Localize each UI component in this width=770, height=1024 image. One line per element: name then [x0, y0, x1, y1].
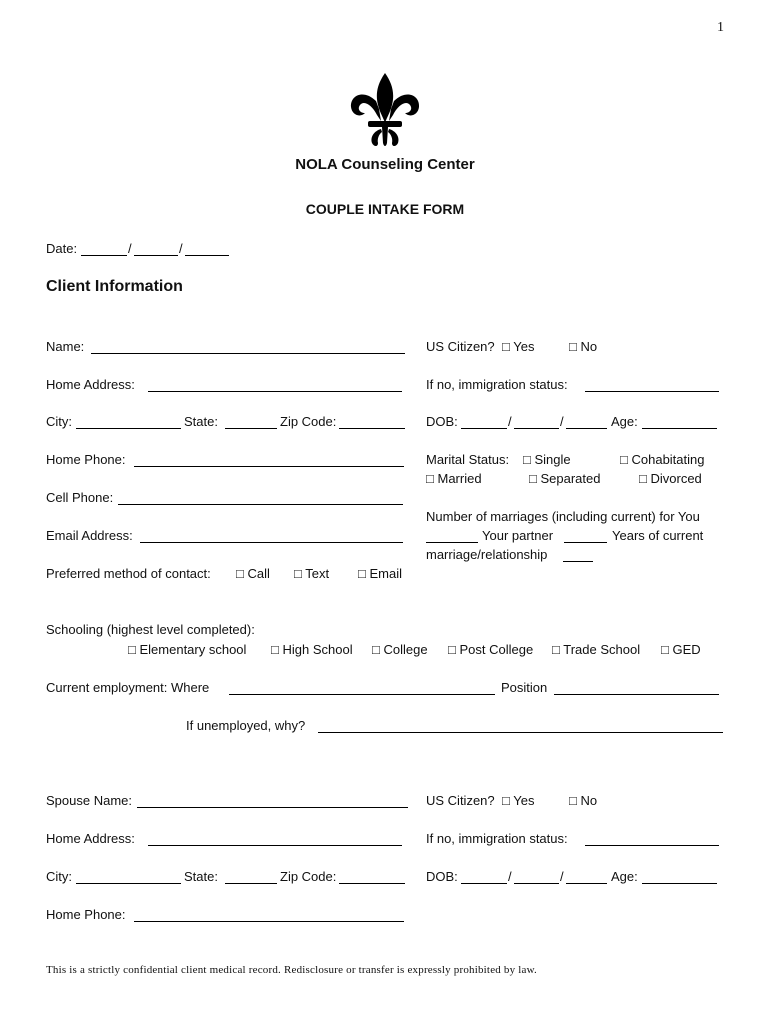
checkbox-icon[interactable]: □: [569, 793, 577, 808]
schooling-option-ged[interactable]: [661, 642, 701, 657]
option-label: College: [383, 642, 428, 657]
checkbox-icon[interactable]: □: [502, 339, 510, 354]
spouse-dob-label: DOB:: [426, 869, 458, 884]
client-city-label: City:: [46, 414, 72, 429]
checkbox-icon[interactable]: □: [529, 471, 537, 486]
unemployed-label: If unemployed, why?: [186, 718, 306, 733]
spouse-citizen-label: US Citizen?: [426, 793, 495, 808]
option-label: Yes: [513, 339, 535, 354]
spouse-name-field[interactable]: [137, 807, 408, 808]
checkbox-icon[interactable]: □: [502, 793, 510, 808]
contact-option-label: Email: [369, 566, 402, 581]
client-age-label: Age:: [611, 414, 638, 429]
option-label: GED: [672, 642, 701, 657]
client-immigration-label: If no, immigration status:: [426, 377, 568, 392]
marriages-partner-label: Your partner: [482, 528, 554, 543]
client-state-field[interactable]: [225, 428, 277, 429]
contact-option-email[interactable]: [358, 566, 402, 581]
employment-where-field[interactable]: [229, 694, 495, 695]
client-dob-year-field[interactable]: [566, 428, 607, 429]
client-email-label: Email Address:: [46, 528, 133, 543]
client-citizen-label: US Citizen?: [426, 339, 495, 354]
option-label: Yes: [513, 793, 535, 808]
date-month-field[interactable]: [81, 255, 127, 256]
option-label: High School: [282, 642, 353, 657]
client-home-phone-label: Home Phone:: [46, 452, 126, 467]
marital-option-married[interactable]: [426, 471, 482, 486]
employment-label: Current employment: Where: [46, 680, 210, 695]
client-cell-phone-label: Cell Phone:: [46, 490, 114, 505]
contact-option-label: Call: [247, 566, 270, 581]
spouse-age-label: Age:: [611, 869, 638, 884]
schooling-option-elementary[interactable]: [128, 642, 246, 657]
schooling-option-college[interactable]: [372, 642, 428, 657]
spouse-state-field[interactable]: [225, 883, 277, 884]
client-age-field[interactable]: [642, 428, 717, 429]
contact-option-call[interactable]: [236, 566, 270, 581]
contact-option-text[interactable]: [294, 566, 329, 581]
spouse-dob-month-field[interactable]: [461, 883, 507, 884]
checkbox-icon[interactable]: □: [448, 642, 456, 657]
client-email-field[interactable]: [140, 542, 403, 543]
marital-option-divorced[interactable]: [639, 471, 702, 486]
schooling-option-trade-school[interactable]: [552, 642, 640, 657]
page-number: 1: [717, 20, 724, 35]
checkbox-icon[interactable]: □: [271, 642, 279, 657]
confidentiality-notice: This is a strictly confidential client medical record. Redisclosure or transfer is expressly prohibited by law.: [46, 964, 537, 976]
option-label: Trade School: [563, 642, 641, 657]
date-separator: /: [560, 414, 564, 429]
spouse-state-label: State:: [184, 869, 218, 884]
option-label: Single: [534, 452, 571, 467]
date-year-field[interactable]: [185, 255, 229, 256]
marriages-you-field[interactable]: [426, 542, 478, 543]
date-separator: /: [179, 241, 183, 256]
checkbox-icon[interactable]: □: [661, 642, 669, 657]
spouse-home-address-label: Home Address:: [46, 831, 135, 846]
spouse-home-address-field[interactable]: [148, 845, 402, 846]
checkbox-icon[interactable]: □: [426, 471, 434, 486]
unemployed-reason-field[interactable]: [318, 732, 723, 733]
option-label: No: [580, 339, 598, 354]
client-citizen-no[interactable]: [569, 339, 597, 354]
client-zip-label: Zip Code:: [280, 414, 337, 429]
position-field[interactable]: [554, 694, 719, 695]
checkbox-icon[interactable]: □: [552, 642, 560, 657]
spouse-zip-field[interactable]: [339, 883, 405, 884]
client-home-address-label: Home Address:: [46, 377, 135, 392]
contact-option-label: Text: [305, 566, 330, 581]
client-home-address-field[interactable]: [148, 391, 402, 392]
date-separator: /: [560, 869, 564, 884]
client-city-field[interactable]: [76, 428, 181, 429]
spouse-home-phone-field[interactable]: [134, 921, 404, 922]
marriages-label: Number of marriages (including current) for You: [426, 509, 700, 524]
option-label: Cohabitating: [631, 452, 705, 467]
spouse-city-field[interactable]: [76, 883, 181, 884]
marital-option-cohabitating[interactable]: [620, 452, 704, 467]
option-label: Elementary school: [139, 642, 247, 657]
schooling-option-high-school[interactable]: [271, 642, 353, 657]
spouse-city-label: City:: [46, 869, 72, 884]
spouse-dob-day-field[interactable]: [514, 883, 559, 884]
spouse-zip-label: Zip Code:: [280, 869, 337, 884]
option-label: Separated: [540, 471, 601, 486]
client-cell-phone-field[interactable]: [118, 504, 403, 505]
marital-status-label: Marital Status:: [426, 452, 510, 467]
date-separator: /: [128, 241, 132, 256]
marriage-relationship-label: marriage/relationship: [426, 547, 548, 562]
spouse-dob-year-field[interactable]: [566, 883, 607, 884]
fleur-de-lis-icon: [348, 71, 422, 151]
date-day-field[interactable]: [134, 255, 178, 256]
marriages-partner-field[interactable]: [564, 542, 607, 543]
marital-option-separated[interactable]: [529, 471, 600, 486]
client-home-phone-field[interactable]: [134, 466, 404, 467]
client-info-title: Client Information: [46, 278, 183, 295]
client-zip-field[interactable]: [339, 428, 405, 429]
client-citizen-yes[interactable]: [502, 339, 534, 354]
marriage-years-field[interactable]: [563, 561, 593, 562]
checkbox-icon[interactable]: □: [128, 642, 136, 657]
spouse-citizen-yes[interactable]: [502, 793, 534, 808]
checkbox-icon[interactable]: □: [358, 566, 366, 581]
spouse-home-phone-label: Home Phone:: [46, 907, 126, 922]
option-label: Post College: [459, 642, 534, 657]
date-label: Date:: [46, 241, 78, 256]
marital-option-single[interactable]: [523, 452, 571, 467]
contact-method-label: Preferred method of contact:: [46, 566, 211, 581]
checkbox-icon[interactable]: □: [569, 339, 577, 354]
schooling-option-post-college[interactable]: [448, 642, 533, 657]
checkbox-icon[interactable]: □: [523, 452, 531, 467]
checkbox-icon[interactable]: □: [372, 642, 380, 657]
option-label: No: [580, 793, 598, 808]
marriage-years-label: Years of current: [612, 528, 704, 543]
checkbox-icon[interactable]: □: [294, 566, 302, 581]
client-name-field[interactable]: [91, 353, 405, 354]
client-dob-month-field[interactable]: [461, 428, 507, 429]
option-label: Married: [437, 471, 482, 486]
checkbox-icon[interactable]: □: [639, 471, 647, 486]
position-label: Position: [501, 680, 548, 695]
option-label: Divorced: [650, 471, 702, 486]
spouse-immigration-field[interactable]: [585, 845, 719, 846]
client-dob-label: DOB:: [426, 414, 458, 429]
date-separator: /: [508, 869, 512, 884]
spouse-citizen-no[interactable]: [569, 793, 597, 808]
schooling-label: Schooling (highest level completed):: [46, 622, 255, 637]
spouse-age-field[interactable]: [642, 883, 717, 884]
checkbox-icon[interactable]: □: [620, 452, 628, 467]
client-immigration-field[interactable]: [585, 391, 719, 392]
form-title: COUPLE INTAKE FORM: [305, 201, 465, 217]
spouse-name-label: Spouse Name:: [46, 793, 132, 808]
date-separator: /: [508, 414, 512, 429]
client-state-label: State:: [184, 414, 218, 429]
client-dob-day-field[interactable]: [514, 428, 559, 429]
spouse-immigration-label: If no, immigration status:: [426, 831, 568, 846]
client-name-label: Name:: [46, 339, 85, 354]
org-name: NOLA Counseling Center: [295, 156, 475, 173]
checkbox-icon[interactable]: □: [236, 566, 244, 581]
